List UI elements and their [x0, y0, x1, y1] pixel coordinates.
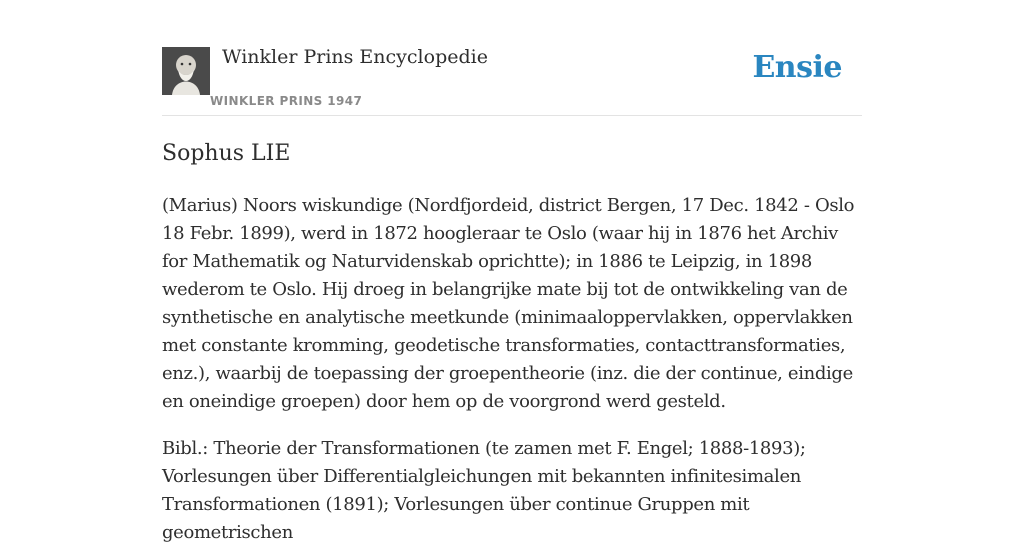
site-name[interactable]: Winkler Prins Encyclopedie: [222, 46, 488, 68]
portrait-icon: [162, 47, 210, 95]
article-paragraph: (Marius) Noors wiskundige (Nordfjordeid, district Bergen, 17 Dec. 1842 - Oslo 18 Febr. 1899), werd in 1872 hoogleraar te Oslo (waar hij in 1876 het Archiv for Mathematik og Naturvidenskab oprichtte); in 1886 te Leipzig, in 1898 wederom te Oslo. Hij droeg in belangrijke mate bij tot de ontwikkeling van de synthetische en analytische meetkunde (minimaaloppervlakken, oppervlakken met constante kromming, geodetische transformaties, contacttransformaties, enz.), waarbij de toepassing der groepentheorie (inz. die der continue, eindige en oneindige groepen) door hem op de voorgrond werd gesteld.: [162, 195, 855, 412]
article-bibliography: Bibl.: Theorie der Transformationen (te zamen met F. Engel; 1888-1893); Vorlesungen über Differentialgleichungen mit bekannten infinitesimalen Transformationen (1891); Vorlesungen über continue Gruppen mit geometrischen: [162, 438, 806, 543]
author-avatar[interactable]: [162, 47, 210, 95]
page-header: [162, 0, 862, 116]
page-container: [162, 0, 862, 543]
ensie-logo[interactable]: Ensie: [752, 50, 842, 85]
source-label[interactable]: WINKLER PRINS 1947: [210, 94, 363, 108]
article-title: Sophus LIE: [162, 141, 291, 166]
